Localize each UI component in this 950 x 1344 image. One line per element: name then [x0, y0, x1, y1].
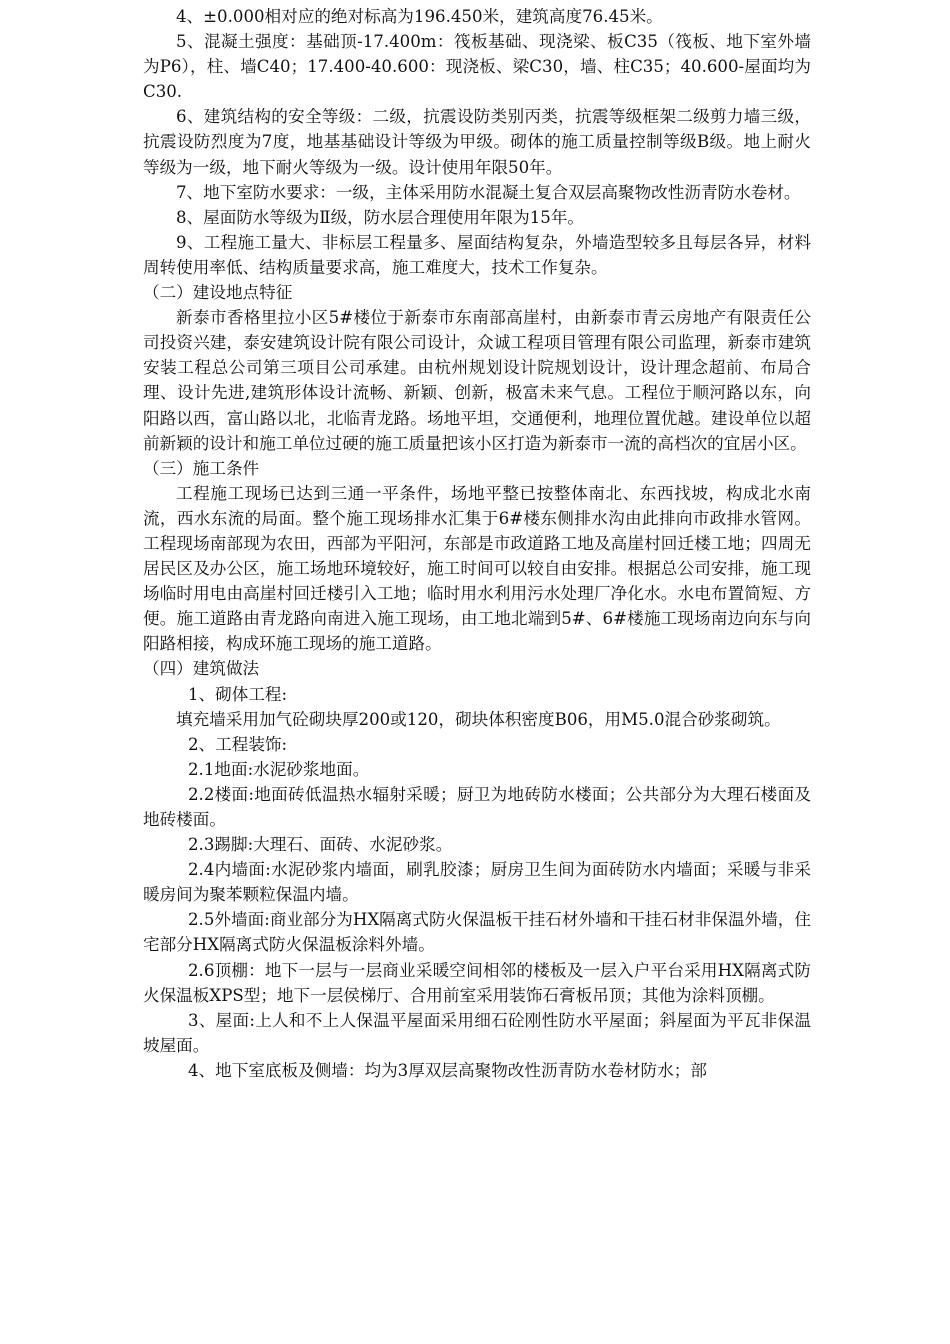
item-ceiling: 2.6顶棚：地下一层与一层商业采暖空间相邻的楼板及一层入户平台采用HX隔离式防火保温板XPS型；地下一层侯梯厅、合用前室采用装饰石膏板吊顶；其他为涂料顶棚。	[143, 960, 811, 1005]
paragraph-safety-grade: 6、建筑结构的安全等级：二级，抗震设防类别丙类，抗震等级框架二级剪力墙三级，抗震设防烈度为7度，地基基础设计等级为甲级。砌体的施工质量控制等级B级。地上耐火等级为一级，地下耐火等级为一级。设计使用年限50年。	[143, 107, 811, 177]
paragraph-construction-difficulty: 9、工程施工量大、非标层工程量多、屋面结构复杂，外墙造型较多且每层各异，材料周转使用率低、结构质量要求高，施工难度大，技术工作复杂。	[143, 232, 811, 277]
item-exterior-wall: 2.5外墙面:商业部分为HX隔离式防火保温板干挂石材外墙和干挂石材非保温外墙，住宅部分HX隔离式防火保温板涂料外墙。	[143, 910, 811, 955]
paragraph-construction-conditions: 工程施工现场已达到三通一平条件，场地平整已按整体南北、东西找坡，构成北水南流，西水东流的局面。整个施工现场排水汇集于6#楼东侧排水沟由此排向市政排水管网。工程现场南部现为农田，西部为平阳河，东部是市政道路工地及高崖村回迁楼工地；四周无居民区及办公区，施工场地环境较好，施工时间可以较自由安排。根据总公司安排，施工现场临时用电由高崖村回迁楼引入工地；临时用水利用污水处理厂净化水。水电布置简短、方便。施工道路由青龙路向南进入施工现场，由工地北端到5#、6#楼施工现场南边向东与向阳路相接，构成环施工现场的施工道路。	[143, 483, 811, 654]
document-page	[143, 4, 811, 1083]
item-skirting: 2.3踢脚:大理石、面砖、水泥砂浆。	[188, 835, 453, 855]
paragraph-concrete-strength: 5、混凝土强度：基础顶-17.400m：筏板基础、现浇梁、板C35（筏板、地下室外墙为P6），柱、墙C40；17.400-40.600：现浇板、梁C30，墙、柱C35；40.600-屋面均为C30.	[143, 32, 811, 102]
paragraph-basement-waterproof: 7、地下室防水要求：一级，主体采用防水混凝土复合双层高聚物改性沥青防水卷材。	[176, 182, 801, 202]
paragraph-roof-waterproof: 8、屋面防水等级为Ⅱ级，防水层合理使用年限为15年。	[176, 207, 585, 227]
subheading-masonry: 1、砌体工程:	[188, 684, 288, 704]
item-roof: 3、屋面:上人和不上人保温平屋面采用细石砼刚性防水平屋面；斜屋面为平瓦非保温坡屋面。	[143, 1010, 811, 1055]
paragraph-masonry: 填充墙采用加气砼砌块厚200或120，砌块体积密度B06，用M5.0混合砂浆砌筑。	[176, 709, 781, 729]
item-basement-slab: 4、地下室底板及侧墙：均为3厚双层高聚物改性沥青防水卷材防水；部	[188, 1060, 707, 1080]
paragraph-elevation: 4、±0.000相对应的绝对标高为196.450米，建筑高度76.45米。	[176, 7, 663, 26]
item-upper-floor: 2.2楼面:地面砖低温热水辐射采暖；厨卫为地砖防水楼面；公共部分为大理石楼面及地砖楼面。	[143, 784, 811, 829]
section-heading-architecture: （四）建筑做法	[143, 659, 260, 679]
section-heading-site: （二）建设地点特征	[143, 283, 293, 303]
section-heading-conditions: （三）施工条件	[143, 458, 260, 478]
subheading-decoration: 2、工程装饰:	[188, 734, 288, 754]
item-interior-wall: 2.4内墙面:水泥砂浆内墙面，刷乳胶漆；厨房卫生间为面砖防水内墙面；采暖与非采暖房间为聚苯颗粒保温内墙。	[143, 860, 811, 905]
item-floor: 2.1地面:水泥砂浆地面。	[188, 759, 370, 779]
paragraph-site-features: 新泰市香格里拉小区5#楼位于新泰市东南部高崖村，由新泰市青云房地产有限责任公司投资兴建，泰安建筑设计院有限公司设计，众诚工程项目管理有限公司监理，新泰市建筑安装工程总公司第三项目公司承建。由杭州规划设计院规划设计，设计理念超前、布局合理、设计先进,建筑形体设计流畅、新颖、创新，极富未来气息。工程位于顺河路以东，向阳路以西，富山路以北，北临青龙路。场地平坦，交通便利，地理位置优越。建设单位以超前新颖的设计和施工单位过硬的施工质量把该小区打造为新泰市一流的高档次的宜居小区。	[143, 308, 811, 453]
